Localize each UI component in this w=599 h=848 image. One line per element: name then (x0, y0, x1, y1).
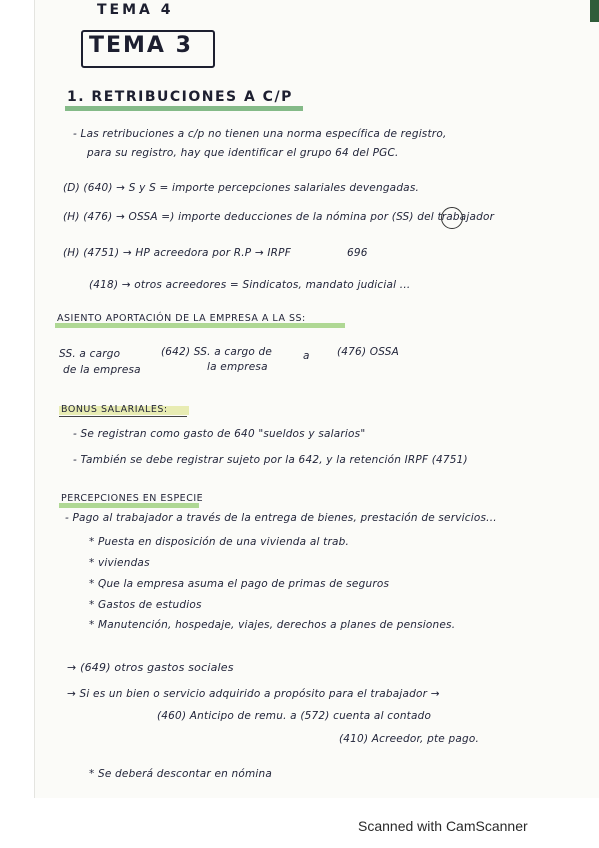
intro-line-2: para su registro, hay que identificar el grupo 64 del PGC. (87, 147, 399, 159)
account-476-line: (H) (476) → OSSA =) importe deducciones de la nómina por (SS) del trabajador (63, 211, 495, 223)
heading-highlight (65, 106, 303, 111)
especie-intro: - Pago al trabajador a través de la entrega de bienes, prestación de servicios... (65, 512, 497, 524)
bonus-heading: BONUS SALARIALES: (61, 404, 168, 415)
asiento-left-top: SS. a cargo (59, 348, 121, 360)
account-418-line: (418) → otros acreedores = Sindicatos, mandato judicial ... (89, 279, 411, 291)
account-4751-line: (H) (4751) → HP acreedora por R.P → IRPF (63, 247, 291, 259)
asiento-a: a (303, 350, 310, 362)
asiento-left-bottom: de la empresa (63, 364, 141, 376)
especie-heading: PERCEPCIONES EN ESPECIE (61, 493, 204, 504)
intro-line-1: - Las retribuciones a c/p no tienen una norma específica de registro, (73, 128, 447, 140)
account-410-line: (410) Acreedor, pte pago. (339, 733, 479, 745)
account-649-line: → (649) otros gastos sociales (67, 661, 234, 674)
especie-item-1: * Puesta en disposición de una vivienda al trab. (89, 536, 350, 548)
page-title: TEMA 3 (89, 33, 193, 58)
asiento-mid-bottom: la empresa (207, 361, 268, 373)
ss-circle-mark (441, 207, 463, 229)
notebook-page (34, 0, 599, 798)
section-heading-retribuciones: 1. RETRIBUCIONES A C/P (67, 89, 293, 105)
account-640-line: (D) (640) → S y S = importe percepciones salariales devengadas. (63, 182, 420, 194)
bonus-line-2: - También se debe registrar sujeto por la 642, y la retención IRPF (4751) (73, 454, 468, 466)
bonus-line-1: - Se registran como gasto de 640 "sueldos y salarios" (73, 428, 366, 440)
asiento-mid-top: (642) SS. a cargo de (161, 346, 273, 358)
nomina-footnote: * Se deberá descontar en nómina (89, 768, 273, 780)
asiento-right: (476) OSSA (337, 346, 399, 358)
especie-item-5: * Manutención, hospedaje, viajes, derechos a planes de pensiones. (89, 619, 456, 631)
asiento-heading: ASIENTO APORTACIÓN DE LA EMPRESA A LA SS: (57, 313, 306, 324)
page-tab-marker (590, 0, 599, 22)
especie-item-4: * Gastos de estudios (89, 599, 202, 611)
account-460-line: (460) Anticipo de remu. a (572) cuenta al contado (157, 710, 432, 722)
especie-item-3: * Que la empresa asuma el pago de primas de seguros (89, 578, 390, 590)
account-4751-note: 696 (347, 247, 368, 259)
bien-servicio-line: → Si es un bien o servicio adquirido a propósito para el trabajador → (67, 688, 440, 700)
bonus-underline (59, 416, 187, 417)
scanner-watermark: Scanned with CamScanner (358, 818, 528, 834)
especie-item-2: * viviendas (89, 557, 150, 569)
previous-title-partial: TEMA 4 (97, 2, 174, 18)
